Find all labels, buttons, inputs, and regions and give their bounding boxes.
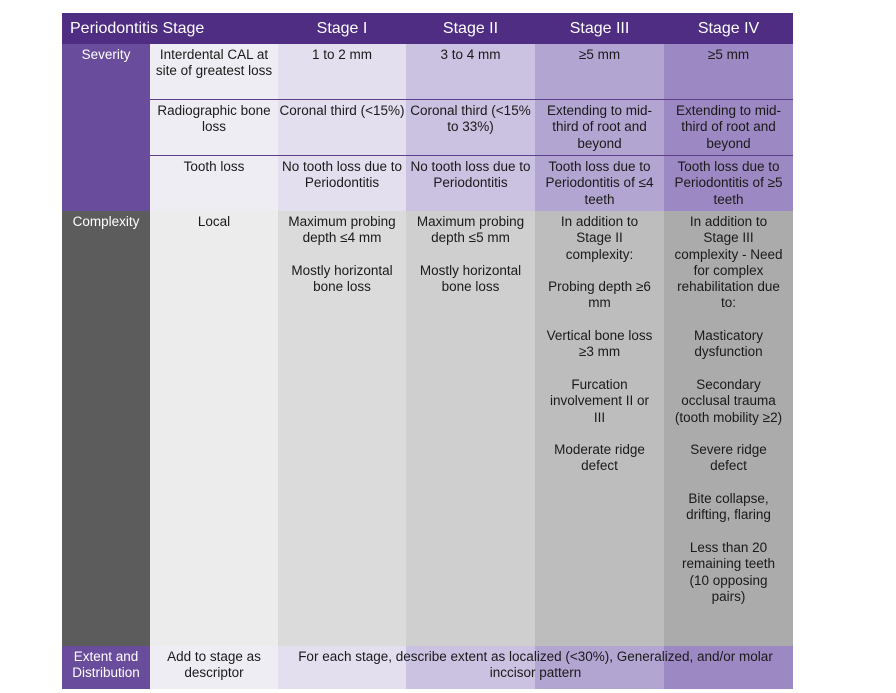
severity-row-divider xyxy=(150,155,793,156)
complexity-stage-3-item: Moderate ridge defect xyxy=(554,442,645,474)
header-stage-4-label: Stage IV xyxy=(697,20,760,37)
complexity-local-cell xyxy=(150,211,278,646)
cal-label-cell xyxy=(150,44,278,100)
header-stage-2 xyxy=(406,13,535,44)
cal-stage-4-value: ≥5 mm xyxy=(707,47,750,62)
tooth-loss-stage-4 xyxy=(664,156,793,211)
complexity-stage-1 xyxy=(278,211,406,646)
complexity-stage-4-item: In addition to Stage III complexity - Need for complex rehabilitation due to: xyxy=(674,214,783,311)
rbl-label-cell xyxy=(150,100,278,156)
complexity-stage-1-item: Maximum probing depth ≤4 mm xyxy=(288,214,396,246)
complexity-local-label: Local xyxy=(197,214,231,229)
header-stage-3 xyxy=(535,13,664,44)
extent-description: For each stage, describe extent as localized (<30%), Generalized, and/or molar inccisor pattern xyxy=(298,649,773,681)
rbl-stage-2 xyxy=(406,100,535,156)
header-stage-1-label: Stage I xyxy=(316,20,368,37)
complexity-stage-4-item: Severe ridge defect xyxy=(690,442,767,474)
extent-label-cell xyxy=(62,646,150,689)
complexity-stage-3-item: Probing depth ≥6 mm xyxy=(548,279,651,311)
complexity-stage-3-item: In addition to Stage II complexity: xyxy=(560,214,639,262)
rbl-stage-1-value: Coronal third (<15%) xyxy=(279,103,405,118)
cal-stage-3-value: ≥5 mm xyxy=(578,47,621,62)
cal-stage-2 xyxy=(406,44,535,100)
complexity-stage-4-item: Secondary occlusal trauma (tooth mobility ≥2) xyxy=(674,376,783,425)
tooth-loss-stage-3 xyxy=(535,156,664,211)
rbl-label: Radiographic bone loss xyxy=(157,103,271,135)
tooth-loss-label: Tooth loss xyxy=(183,159,245,174)
tooth-loss-stage-4-value: Tooth loss due to Periodontitis of ≥5 teeth xyxy=(674,159,783,207)
complexity-label: Complexity xyxy=(72,214,140,229)
complexity-stage-1-item: Mostly horizontal bone loss xyxy=(291,262,393,295)
extent-descriptor-cell xyxy=(150,646,278,689)
complexity-stage-4-item: Masticatory dysfunction xyxy=(693,328,764,360)
tooth-loss-stage-1 xyxy=(278,156,406,211)
complexity-stage-4-item: Less than 20 remaining teeth (10 opposing pairs) xyxy=(681,539,776,604)
complexity-stage-2 xyxy=(406,211,535,646)
tooth-loss-stage-3-value: Tooth loss due to Periodontitis of ≤4 teeth xyxy=(545,159,654,207)
cal-label: Interdental CAL at site of greatest loss xyxy=(155,47,273,79)
header-stage-3-label: Stage III xyxy=(569,20,630,37)
severity-label: Severity xyxy=(81,47,131,62)
extent-description-cell xyxy=(278,646,793,689)
cal-stage-3 xyxy=(535,44,664,100)
complexity-stage-4 xyxy=(664,211,793,646)
rbl-stage-3-value: Extending to mid-third of root and beyond xyxy=(546,103,653,151)
complexity-stage-3-item: Vertical bone loss ≥3 mm xyxy=(546,328,653,360)
rbl-stage-4-value: Extending to mid-third of root and beyond xyxy=(675,103,782,151)
cal-stage-1-value: 1 to 2 mm xyxy=(311,47,373,62)
tooth-loss-stage-2 xyxy=(406,156,535,211)
tooth-loss-label-cell xyxy=(150,156,278,211)
cal-stage-2-value: 3 to 4 mm xyxy=(440,47,501,62)
complexity-stage-3 xyxy=(535,211,664,646)
complexity-stage-2-item: Maximum probing depth ≤5 mm xyxy=(416,214,525,246)
tooth-loss-stage-2-value: No tooth loss due to Periodontitis xyxy=(410,159,531,191)
tooth-loss-stage-1-value: No tooth loss due to Periodontitis xyxy=(281,159,403,191)
header-title: Periodontitis Stage xyxy=(70,20,205,37)
extent-label: Extent and Distribution xyxy=(72,649,140,681)
complexity-stage-4-item: Bite collapse, drifting, flaring xyxy=(686,491,771,523)
header-stage-2-label: Stage II xyxy=(442,20,499,37)
rbl-stage-4 xyxy=(664,100,793,156)
complexity-label-cell xyxy=(62,211,150,646)
complexity-stage-2-item: Mostly horizontal bone loss xyxy=(419,262,522,295)
header-stage-4 xyxy=(664,13,793,44)
cal-stage-1 xyxy=(278,44,406,100)
rbl-stage-2-value: Coronal third (<15% to 33%) xyxy=(410,103,531,135)
cal-stage-4 xyxy=(664,44,793,100)
extent-descriptor: Add to stage as descriptor xyxy=(167,649,261,681)
severity-row-divider xyxy=(150,99,793,100)
rbl-stage-3 xyxy=(535,100,664,156)
header-title-cell xyxy=(62,13,278,44)
header-stage-1 xyxy=(278,13,406,44)
rbl-stage-1 xyxy=(278,100,406,156)
severity-label-cell xyxy=(62,44,150,211)
complexity-stage-3-item: Furcation involvement II or III xyxy=(549,376,650,425)
